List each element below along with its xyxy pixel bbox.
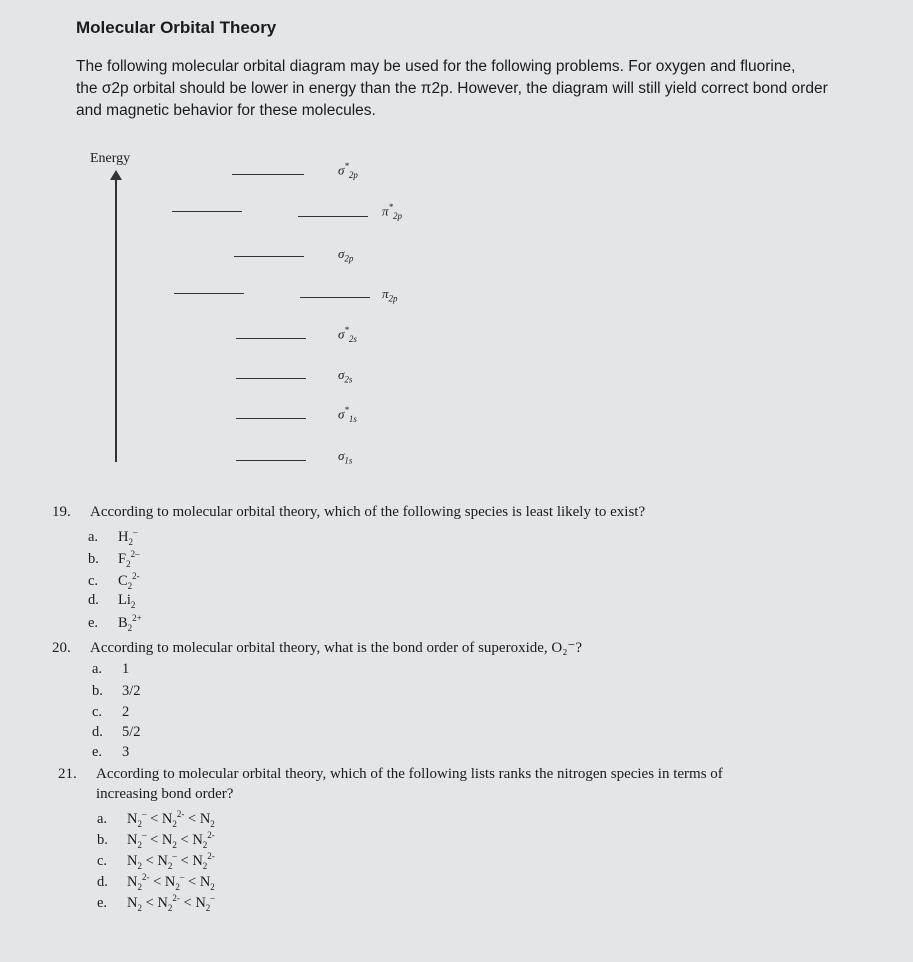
option-20-a[interactable]: a. 1	[92, 661, 130, 677]
option-21-a[interactable]: a. $N_2^- < N_2^{2-} < N_2$	[97, 809, 215, 829]
mo-level-pi-star-2p-b	[298, 216, 368, 217]
question-19	[52, 504, 645, 521]
question-21-text-1: According to molecular orbital theory, which of the following lists ranks the nitrogen species in terms of	[96, 766, 723, 782]
mo-diagram	[0, 140, 913, 480]
intro-line-1: The following molecular orbital diagram may be used for the following problems. For oxygen and fluorine,	[76, 58, 796, 75]
question-20-text: According to molecular orbital theory, what is the bond order of superoxide, O₂⁻?	[90, 640, 583, 656]
option-19-e[interactable]: e. $B_2^{2+}$	[88, 613, 142, 633]
option-21-c[interactable]: c. $N_2 < N_2^- < N_2^{2-}$	[97, 851, 215, 871]
mo-label-pi-2p: $\pi_{2p}$	[382, 286, 398, 304]
option-20-e[interactable]: e. 3	[92, 744, 130, 760]
question-20	[52, 638, 582, 657]
intro-line-2: the σ2p orbital should be lower in energy than the π2p. However, the diagram will still yield correct bond order	[76, 80, 828, 97]
option-19-b[interactable]: b. $F_2^{2-}$	[88, 549, 140, 569]
mo-level-pi-2p-a	[174, 293, 244, 294]
option-21-b[interactable]: b. $N_2^- < N_2 < N_2^{2-}$	[97, 830, 215, 850]
option-20-d[interactable]: d. 5/2	[92, 724, 141, 740]
option-19-d[interactable]: d. $Li_2$	[88, 592, 136, 610]
mo-label-sigma-star-2p: $\sigma^*_{2p}$	[338, 161, 358, 180]
mo-level-sigma-1s	[236, 460, 306, 461]
mo-level-sigma-star-1s	[236, 418, 306, 419]
intro-line-3: and magnetic behavior for these molecules.	[76, 102, 376, 119]
energy-axis	[115, 176, 117, 462]
mo-level-sigma-2s	[236, 378, 306, 379]
question-19-number: 19.	[52, 504, 71, 520]
option-20-c[interactable]: c. 2	[92, 704, 130, 720]
mo-label-pi-star-2p: $\pi^*_{2p}$	[382, 202, 403, 221]
option-19-a[interactable]: a. $H_2^-$	[88, 527, 138, 547]
energy-axis-label: Energy	[90, 151, 131, 166]
question-20-number: 20.	[52, 640, 71, 656]
question-21-text-2: increasing bond order?	[96, 786, 234, 802]
question-21-number: 21.	[58, 766, 77, 782]
mo-label-sigma-star-1s: $\sigma^*_{1s}$	[338, 405, 357, 424]
option-20-b[interactable]: b. 3/2	[92, 683, 141, 699]
mo-label-sigma-2p: $\sigma_{2p}$	[338, 246, 354, 264]
option-21-e[interactable]: e. $N_2 < N_2^{2-} < N_2^-$	[97, 893, 215, 913]
mo-level-sigma-star-2s	[236, 338, 306, 339]
mo-level-pi-star-2p-a	[172, 211, 242, 212]
mo-label-sigma-star-2s: $\sigma^*_{2s}$	[338, 325, 357, 344]
mo-label-sigma-1s: $\sigma_{1s}$	[338, 448, 353, 466]
mo-level-sigma-2p	[234, 256, 304, 257]
question-21	[58, 766, 723, 783]
page-title: Molecular Orbital Theory	[76, 18, 277, 37]
question-19-text: According to molecular orbital theory, which of the following species is least likely to exist?	[90, 504, 646, 520]
mo-level-pi-2p-b	[300, 297, 370, 298]
option-19-c[interactable]: c. $C_2^{2-}$	[88, 571, 140, 591]
option-21-d[interactable]: d. $N_2^{2-} < N_2^- < N_2$	[97, 872, 215, 892]
mo-label-sigma-2s: $\sigma_{2s}$	[338, 367, 353, 385]
mo-level-sigma-star-2p	[232, 174, 304, 175]
